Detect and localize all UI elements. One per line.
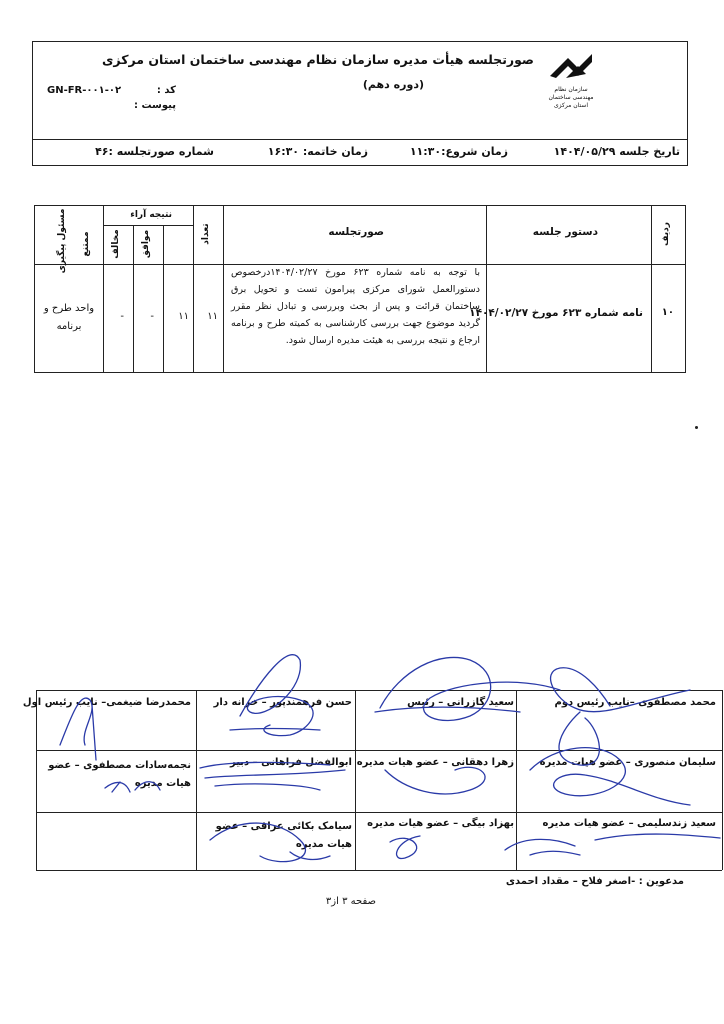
signatory: سعید زندسلیمی – عضو هیات مدیره [542,818,716,829]
signatory: سیامک بکائی عراقی – عضو هیات مدیره [215,821,352,850]
invitees: مدعوین : -اصغر فلاح – مقداد احمدی [505,876,684,887]
cell-disagree: - [150,311,154,322]
signatory: حسن فرهمندپور – خزانه دار [213,697,352,708]
code-label: کد : [156,85,176,96]
signatory: بهزاد بیگی – عضو هیات مدیره [367,818,514,829]
sig-col [722,690,723,870]
header-abstain: ممتنع [81,231,91,257]
page-subtitle: (دوره دهم) [362,78,424,91]
header-agree: موافق [141,229,151,259]
cell-responsible: واحد طرح و برنامه [43,303,95,332]
sig-col [516,690,517,870]
cell-count: ۱۱ [207,311,218,322]
cell-row-no: ۱۰ [661,307,674,318]
signatory: سعید گازرانی – رئیس [407,697,514,708]
header-responsible: مسئول پیگیری [57,208,67,274]
sig-col [196,690,197,870]
cell-minutes: با توجه به نامه شماره ۶۲۳ مورخ ۱۴۰۴/۰۲/۲۷درخصوص دستورالعمل شورای مرکزی پیرامون تست و تحویل برق ساختمان قرائت و پس از بحث وبررسی و تبادل نظر مقرر گردید موضوع جهت بررسی کارشناسی به کمیته طرح و برنامه ارجاع و نتیجه بررسی به هیئت مدیره ارسال شود. [231,267,480,346]
page-number: صفحه ۳ از۳ [325,896,376,907]
sig-line [36,812,722,813]
start-time: زمان شروع:۱۱:۳۰ [409,145,508,158]
col-sep [133,225,134,373]
header-vote-result: نتیجه آراء [130,210,172,220]
cell-abstain: - [120,311,124,322]
session-number: شماره صورتجلسه :۴۶ [95,145,214,158]
header-divider [32,139,688,140]
cell-agenda: نامه شماره ۶۲۳ مورخ ۱۴۰۴/۰۲/۲۷ [469,307,643,319]
sig-line [36,750,722,751]
sig-col [36,690,37,870]
signatory: نجمه‌سادات مصطفوی – عضو هیات مدیره [48,760,191,789]
col-sep [486,205,487,373]
sig-line [36,870,722,871]
cell-agree: ۱۱ [178,311,189,322]
col-sep [103,205,104,373]
col-sep [223,205,224,373]
dot-mark [695,426,698,429]
organization-logo [548,48,594,110]
header-minutes: صورتجلسه [328,226,384,238]
logo-caption: سازمان نظام مهندسی ساختمان استان مرکزی [548,86,594,109]
sig-line [36,690,722,691]
signatory: محمدرضا ضیغمی– نایب رئیس اول [22,697,191,708]
meeting-date: تاریخ جلسه ۱۴۰۴/۰۵/۲۹ [553,145,680,158]
sig-col [355,690,356,870]
header-row-no: ردیف [661,222,671,246]
col-sep [651,205,652,373]
header-agenda: دستور جلسه [532,226,598,238]
header-count: تعداد [201,223,211,245]
code-value: GN-FR-۰۰۱-۰۲ [47,85,122,96]
attachment-label: پیوست : [133,100,176,111]
col-sep [193,205,194,373]
col-sep [163,225,164,373]
signatory: سلیمان منصوری – عضو هیات مدیره [539,757,716,768]
page-title: صورتجلسه هیأت مدیره سازمان نظام مهندسی ساختمان استان مرکزی [101,52,534,67]
header-disagree: مخالف [111,229,121,259]
signatory: ابوالفضل فراهانی – دبیر [229,757,352,768]
end-time: زمان خاتمه: ۱۶:۳۰ [267,145,368,158]
signatory: محمد مصطفوی –نایب رئیس دوم [554,697,716,708]
signatory: زهرا دهقانی – عضو هیات مدیره [356,757,514,768]
